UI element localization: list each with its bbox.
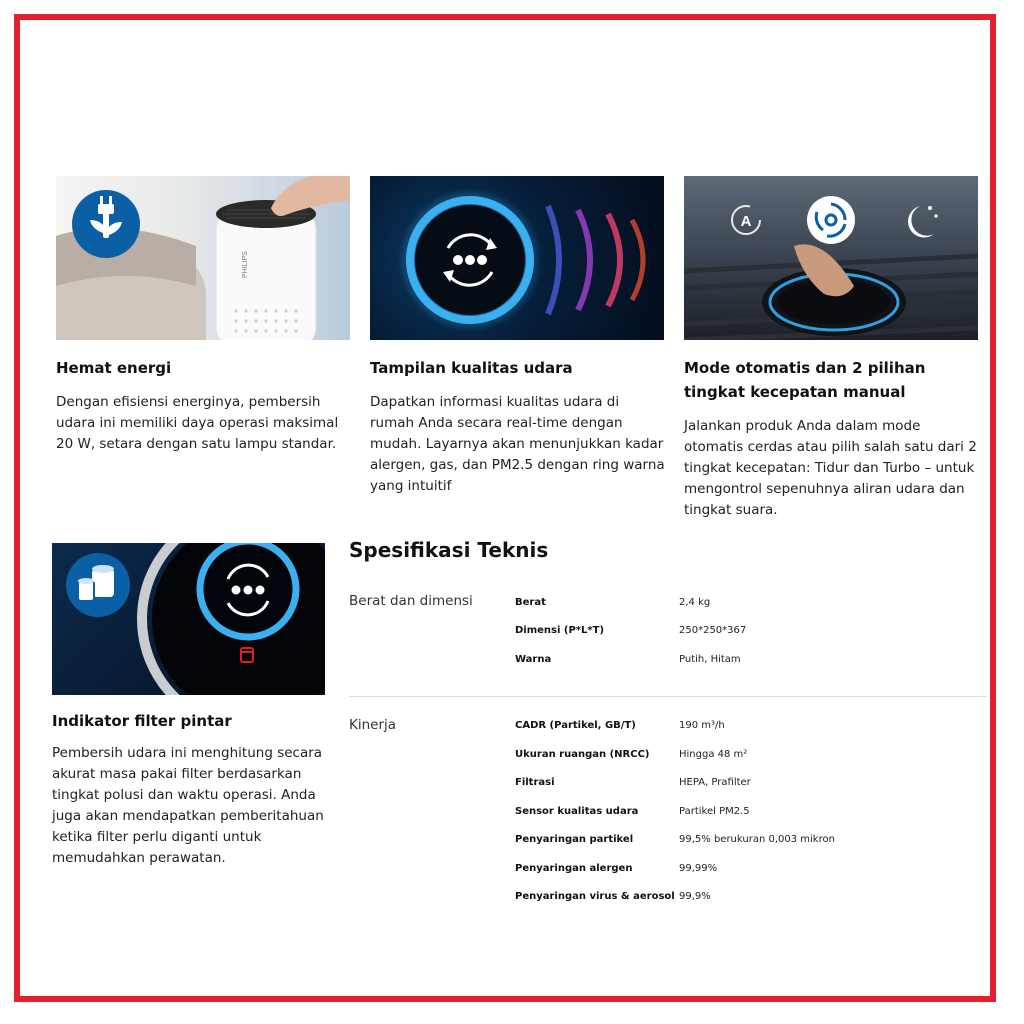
spec-value: Partikel PM2.5 [679, 806, 750, 817]
spec-group-label: Kinerja [349, 717, 397, 733]
spec-value: 99,9% [679, 891, 711, 902]
spec-value: Hingga 48 m² [679, 749, 748, 760]
spec-value: 99,99% [679, 863, 718, 874]
spec-key: Berat [515, 597, 546, 608]
feature-desc-filter: Pembersih udara ini menghitung secara akurat masa pakai filter berdasarkan tingkat polusi dan waktu operasi. Anda juga akan mendapatkan pemberitahuan ketika filter perlu diganti untuk memudahkan perawatan. [52, 745, 324, 866]
feature-desc-air-quality: Dapatkan informasi kualitas udara di rumah Anda secara real-time dengan mudah. Layarnya akan menunjukkan kadar alergen, gas, dan PM2.5 dengan ring warna yang intuitif [370, 394, 665, 494]
feature-title-energy: Hemat energi [56, 359, 172, 377]
spec-key: Sensor kualitas udara [515, 806, 639, 817]
spec-key: Penyaringan virus & aerosol [515, 891, 675, 902]
spec-value: 250*250*367 [679, 625, 747, 636]
turbo-fan-icon [807, 196, 855, 244]
feature-image-energy [56, 176, 350, 340]
feature-title-filter: Indikator filter pintar [52, 712, 232, 730]
spec-divider [349, 696, 986, 697]
feature-title-air-quality: Tampilan kualitas udara [370, 359, 573, 377]
spec-key: Warna [515, 654, 552, 665]
spec-key: CADR (Partikel, GB/T) [515, 720, 636, 731]
mode-letter: A [740, 213, 752, 230]
feature-desc-modes: Jalankan produk Anda dalam mode otomatis cerdas atau pilih salah satu dari 2 tingkat kecepatan: Tidur dan Turbo – untuk mengontrol sepenuhnya aliran udara dan tingkat suara. [684, 418, 977, 518]
spec-value: 2,4 kg [679, 597, 711, 608]
spec-value: HEPA, Prafilter [679, 777, 751, 788]
spec-key: Ukuran ruangan (NRCC) [515, 749, 650, 760]
feature-image-filter [52, 543, 325, 695]
feature-image-modes [684, 176, 978, 340]
spec-key: Dimensi (P*L*T) [515, 625, 605, 636]
feature-desc-energy: Dengan efisiensi energinya, pembersih udara ini memiliki daya operasi maksimal 20 W, setara dengan satu lampu standar. [56, 394, 339, 452]
feature-title-modes: Mode otomatis dan 2 pilihan tingkat kecepatan manual [684, 359, 926, 401]
spec-key: Penyaringan partikel [515, 834, 634, 845]
brand-label: PHILIPS [242, 251, 249, 278]
sleep-mode-icon [908, 206, 938, 237]
spec-value: 99,5% berukuran 0,003 mikron [679, 834, 835, 845]
spec-title: Spesifikasi Teknis [349, 538, 549, 562]
spec-key: Filtrasi [515, 777, 555, 788]
spec-key: Penyaringan alergen [515, 863, 633, 874]
spec-value: Putih, Hitam [679, 654, 741, 665]
spec-group-label: Berat dan dimensi [349, 593, 473, 609]
feature-image-air-quality [370, 176, 664, 340]
auto-mode-icon [732, 206, 760, 234]
spec-value: 190 m³/h [679, 720, 725, 731]
